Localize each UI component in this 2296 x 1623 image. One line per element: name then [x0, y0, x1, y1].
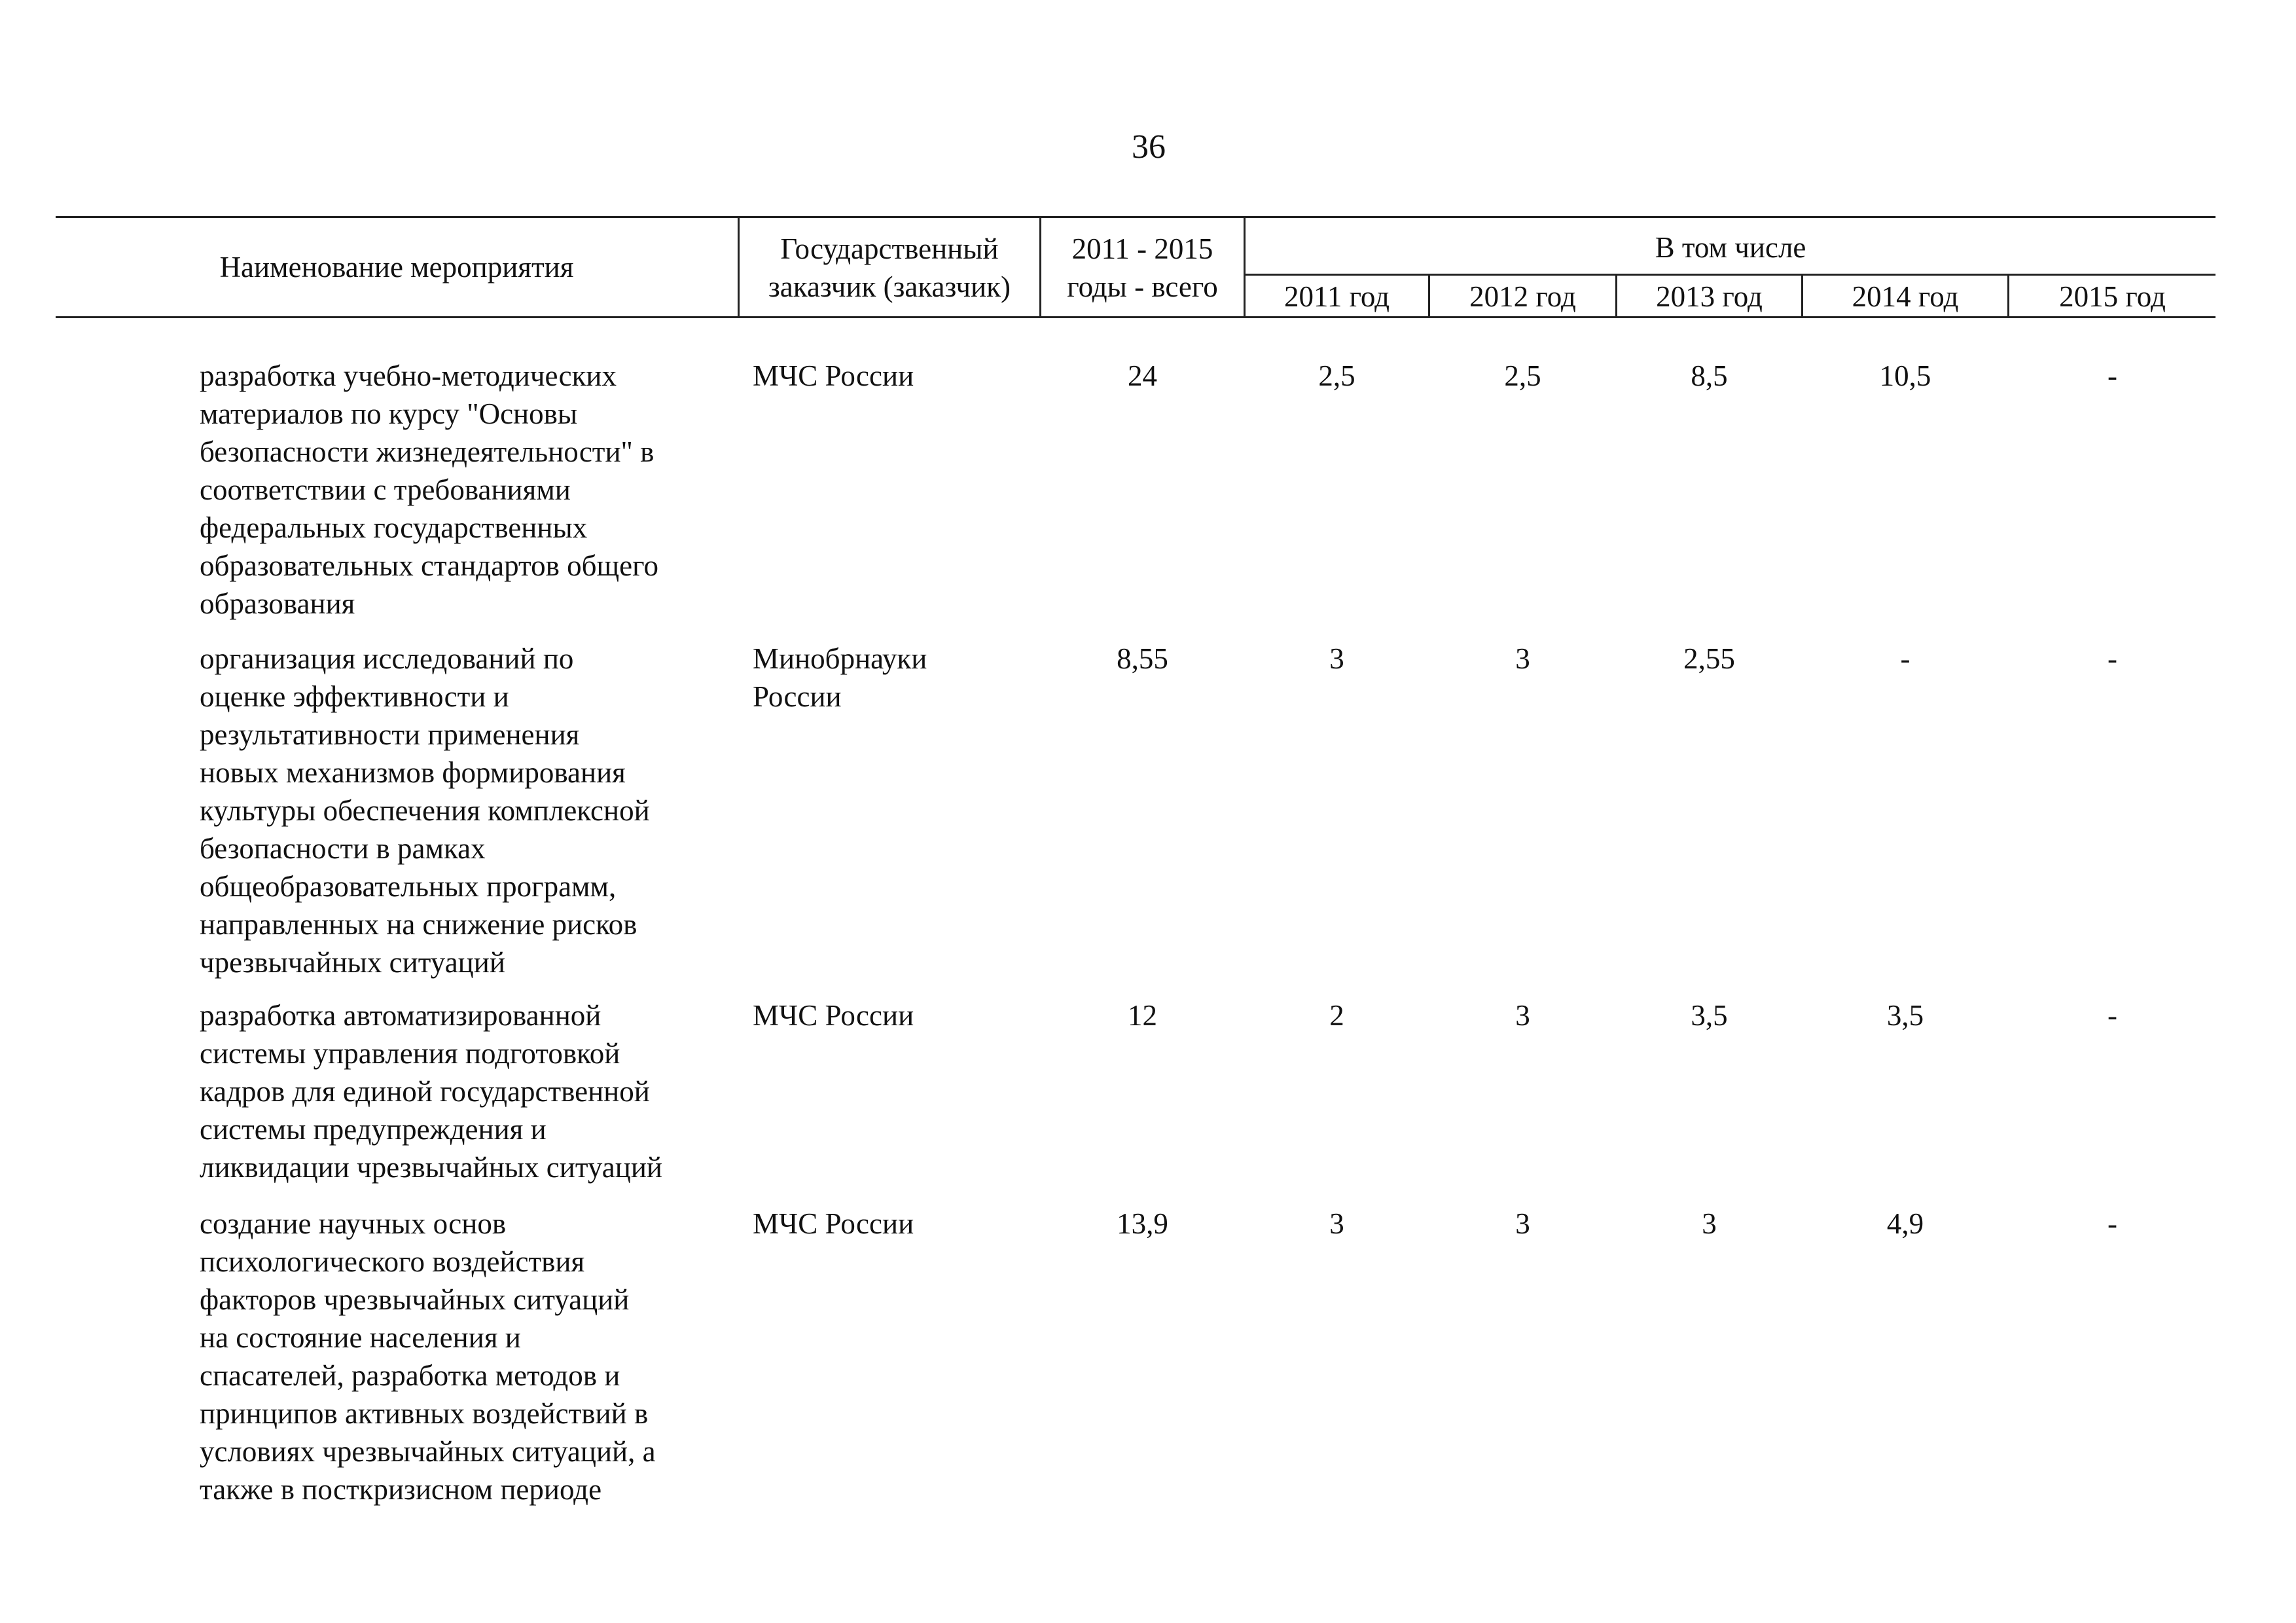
row-2014: 10,5	[1879, 359, 1931, 392]
row-2011: 3	[1329, 642, 1344, 675]
row-2015: -	[2108, 1207, 2117, 1240]
header-name: Наименование мероприятия	[219, 251, 574, 283]
header-year-2014: 2014 год	[1852, 280, 1959, 313]
row-2012: 3	[1515, 999, 1530, 1032]
header-top-rule	[56, 216, 2215, 218]
row-total: 24	[1128, 359, 1157, 392]
row-name: создание научных основ психологического воздействия факторов чрезвычайных ситуаций на состояние населения и спасателей, разработка методов и принципов активных воздействий в условиях чрезвычайных ситуаций, а также в посткризисном периоде	[200, 1207, 656, 1506]
row-2012: 3	[1515, 642, 1530, 675]
row-2014: -	[1900, 642, 1910, 675]
header-year-2011: 2011 год	[1283, 280, 1390, 313]
row-2012: 3	[1515, 1207, 1530, 1240]
row-total: 12	[1128, 999, 1157, 1032]
page-number: 36	[1132, 128, 1166, 166]
row-name: организация исследований по оценке эффективности и результативности применения новых механизмов формирования культуры обеспечения комплексной безопасности в рамках общеобразовательных программ, направленных на снижение рисков чрезвычайных ситуаций	[200, 642, 650, 979]
header-year-2013: 2013 год	[1656, 280, 1763, 313]
row-2011: 2,5	[1318, 359, 1355, 392]
header-customer-line2: заказчик (заказчик)	[768, 270, 1011, 303]
row-2014: 3,5	[1886, 999, 1924, 1032]
header-total-line2: годы - всего	[1067, 270, 1218, 303]
row-2014: 4,9	[1886, 1207, 1924, 1240]
row-2012: 2,5	[1504, 359, 1541, 392]
row-customer: МЧС России	[753, 359, 914, 392]
header-year-2012: 2012 год	[1469, 280, 1576, 313]
row-2015: -	[2108, 642, 2117, 675]
row-2011: 2	[1329, 999, 1344, 1032]
row-2015: -	[2108, 999, 2117, 1032]
row-name: разработка автоматизированной системы управления подготовкой кадров для единой государственной системы предупреждения и ликвидации чрезвычайных ситуаций	[200, 999, 663, 1184]
row-customer: МЧС России	[753, 1207, 914, 1240]
row-customer: Минобрнауки России	[753, 642, 927, 713]
row-2013: 3,5	[1691, 999, 1728, 1032]
header-total-line1: 2011 - 2015	[1071, 232, 1213, 265]
row-2011: 3	[1329, 1207, 1344, 1240]
row-2013: 8,5	[1691, 359, 1728, 392]
header-year-2015: 2015 год	[2059, 280, 2166, 313]
row-total: 13,9	[1117, 1207, 1168, 1240]
row-2013: 2,55	[1683, 642, 1735, 675]
years-subheader-rule	[1244, 274, 2215, 276]
row-total: 8,55	[1117, 642, 1168, 675]
row-2015: -	[2108, 359, 2117, 392]
row-customer: МЧС России	[753, 999, 914, 1032]
row-name: разработка учебно-методических материалов по курсу "Основы безопасности жизнедеятельности" в соответствии с требованиями федеральных государственных образовательных стандартов общего образования	[200, 359, 658, 620]
header-customer-line1: Государственный	[780, 232, 999, 265]
row-2013: 3	[1702, 1207, 1717, 1240]
header-including: В том числе	[1655, 231, 1806, 264]
header-bottom-rule	[56, 316, 2215, 318]
